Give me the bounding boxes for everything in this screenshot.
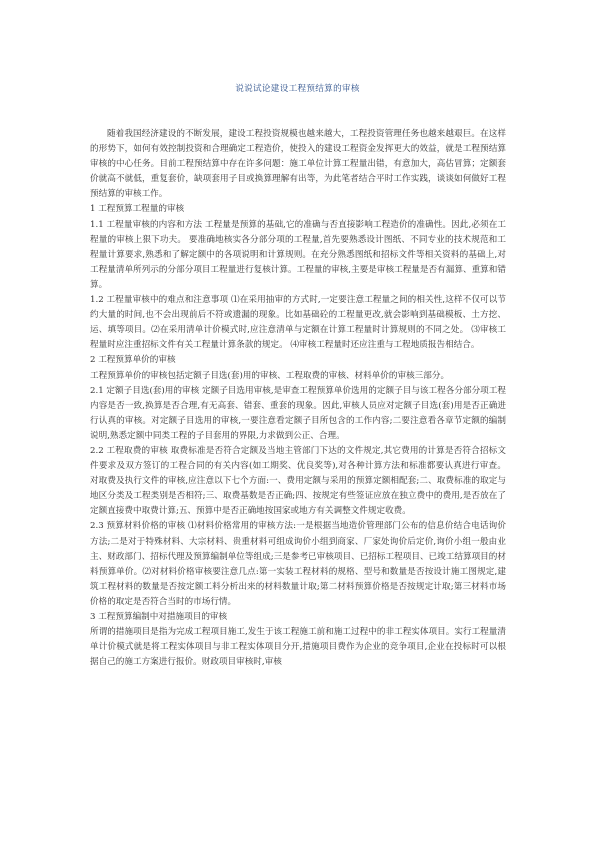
paragraph-intro: 随着我国经济建设的不断发展，建设工程投资规模也越来越大，工程投资管理任务也越来越艰巨。在这样的形势下，如何有效控制投资和合理确定工程造价，使投入的建设工程资金发挥更大的效益，就是工程预结算审核的中心任务。目前工程预结算中存在许多问题：施工单位计算工程量出错，有意加大，高估冒算；定额套价就高不就低，重复套价，缺项套用子目或换算理解有出等，为此笔者结合平时工作实践，谈谈如何做好工程预结算的审核工作。	[90, 129, 506, 200]
section-heading-2: 2 工程预算单价的审核	[90, 355, 176, 366]
document-title: 说说试论建设工程预结算的审核	[235, 84, 360, 94]
section-heading-1: 1 工程预算工程量的审核	[90, 204, 185, 215]
paragraph-1-2: 1.2 工程量审核中的难点和注意事项 ⑴在采用抽审的方式时,一定要注意工程量之间的相关性,这样不仅可以节约大量的时间,也不会出现前后不符或遗漏的现象。比如基础砼的工程量更改,就会影响到基础模板、土方挖、运、填等项目。⑵在采用清单计价模式时,应注意清单与定额在计算工程量时计算规则的不同之处。 ⑶审核工程量时应注重招标文件有关工程量计算条款的规定。 ⑷审核工程量时还应注重与工程地质报告相结合。	[90, 295, 506, 351]
section-heading-3: 3 工程预算编制中对措施项目的审核	[90, 612, 228, 622]
paragraph-3: 所谓的措施项目是指为完成工程项目施工,发生于该工程施工前和施工过程中的非工程实体项目。实行工程量清单计价模式就是将工程实体项目与非工程实体项目分开,措施项目费作为企业的竞争项目,企业在投标时可以根据自己的施工方案进行报价。财政项目审核时,审核	[90, 627, 506, 668]
paragraph-2-3: 2.3 预算材料价格的审核 ⑴材料价格常用的审核方法:一是根据当地造价管理部门公布的信息价结合电话询价方法;二是对于特殊材料、大宗材料、贵重材料可组成询价小组到商家、厂家处询价后定价,询价小组一般由业主、财政部门、招标代理及预算编制单位等组成;三是参考已审核项目、已招标工程项目、已竣工结算项目的材料预算单价。⑵对材料价格审核要注意几点:第一实装工程材料的规格、型号和数量是否按设计施工图规定,建筑工程材料的数量是否按定额工料分析出来的材料数量计取;第二材料预算价格是否按规定计取;第三材料市场价格的取定是否符合当时的市场行情。	[90, 521, 506, 607]
paragraph-1-1: 1.1 工程量审核的内容和方法 工程量是预算的基础,它的准确与否直接影响工程造价的准确性。因此,必须在工程量的审核上狠下功夫。 要准确地核实各分部分项的工程量,首先要熟悉设计图纸、不同专业的技术规范和工程量计算要求,熟悉和了解定额中的各项说明和计算规则。在充分熟悉图纸和招标文件等相关资料的基础上,对工程量清单所列示的分部分项目工程量进行复核计算。工程量的审核,主要是审核工程量是否有漏算、重算和错算。	[90, 219, 506, 290]
paragraph-2-2: 2.2 工程取费的审核 取费标准是否符合定额及当地主管部门下达的文件规定,其它费用的计算是否符合招标文件要求及双方签订的工程合同的有关内容(如工期奖、优良奖等),对各种计算方法和标准都要认真进行审查。 对取费及执行文件的审核,应注意以下七个方面:一、费用定额与采用的预算定额相配套;二、取费标准的取定与地区分类及工程类别是否相符;三、取费基数是否正确;四、按规定有些签证应放在独立费中的费用,是否放在了定额直接费中取费计算;五、预算中是否正确地按国家或地方有关调整文件规定收费。	[90, 445, 506, 517]
document-body	[90, 127, 506, 670]
paragraph-2-1: 2.1 定额子目选(套)用的审核 定额子目选用审核,是审查工程预算单价选用的定额子目与该工程各分部分项工程内容是否一致,换算是否合理,有无高套、错套、重套的现象。因此,审核人员应对定额子目选(套)用是否正确进行认真的审核。对定额子目选用的审核,一要注意看定额子目所包含的工作内容;二要注意看各章节定额的编制说明,熟悉定额中同类工程的子目套用的界限,力求做到公正、合理。	[90, 385, 506, 441]
paragraph-2-intro: 工程预算单价的审核包括定额子目选(套)用的审核、工程取费的审核、材料单价的审核三部分。	[90, 370, 450, 381]
